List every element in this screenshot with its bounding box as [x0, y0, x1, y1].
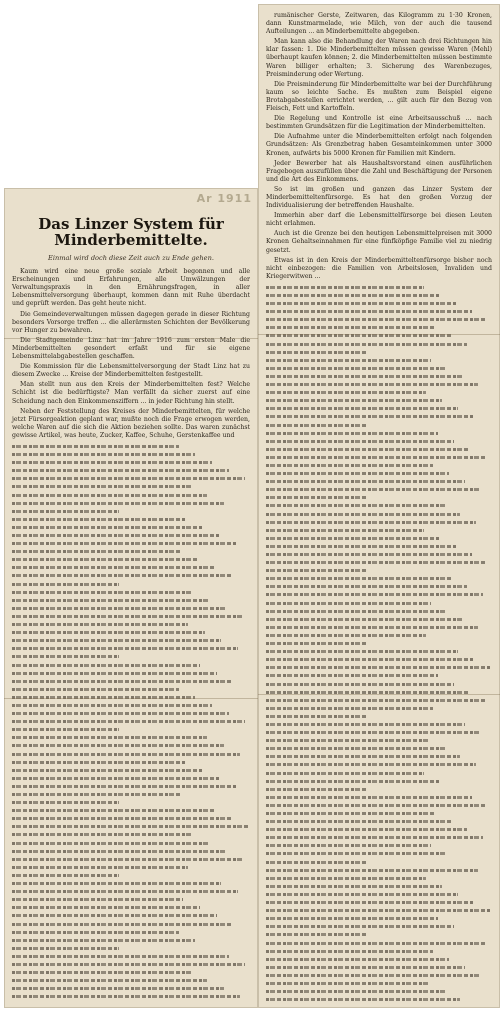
- illegible-text-line: [266, 510, 460, 518]
- article-paragraph: Man stellt nun aus den Kreis der Minderbemittelten fest? Welche Schicht ist die bedürftigste? Man verfällt da sicher zuerst auf eine Scheidung nach den Einkommensziffern ... in jeder Richtung hin stellt.: [12, 381, 250, 405]
- illegible-text-line: [266, 493, 368, 501]
- illegible-text-line: [266, 777, 440, 785]
- illegible-text-line: [266, 574, 451, 582]
- illegible-text-line: [266, 631, 426, 639]
- illegible-text-line: [266, 445, 469, 453]
- illegible-text-line: [266, 736, 429, 744]
- illegible-text-line: [12, 984, 224, 992]
- illegible-text-line: [266, 582, 467, 590]
- illegible-text-line: [266, 615, 463, 623]
- illegible-text-line: [12, 458, 212, 466]
- illegible-text-line: [266, 477, 465, 485]
- illegible-text-line: [266, 809, 436, 817]
- illegible-text-line: [266, 793, 472, 801]
- article-paragraph: Etwas ist in den Kreis der Minderbemitteltenfürsorge bisher noch nicht einbezogen: die Familien von Arbeitslosen, Invaliden und Kriegerwitwen ...: [266, 256, 492, 280]
- article-paragraph: rumänischer Gerste, Zeitwaren, das Kilogramm zu 1·30 Kronen, dann Kunstmarmelade, wie Milch, von der auch die tausend Aufteilungen ... an Minderbemittelte abgegeben.: [266, 12, 492, 36]
- illegible-text-line: [266, 704, 433, 712]
- illegible-text-line: [12, 491, 207, 499]
- illegible-text-line: [266, 404, 458, 412]
- illegible-text-line: [12, 515, 186, 523]
- illegible-text-line: [266, 340, 467, 348]
- illegible-text-line: [266, 833, 483, 841]
- illegible-text-line: [12, 952, 229, 960]
- illegible-text-line: [12, 920, 233, 928]
- illegible-text-line: [266, 380, 478, 388]
- illegible-text-line: [266, 299, 456, 307]
- fold-line: [4, 698, 258, 699]
- illegible-text-line: [12, 830, 193, 838]
- article-paragraph: Die Stadtgemeinde Linz hat im Jahre 1916 zum ersten Male die Minderbemittelten gesondert erfaßt und für sie eigene Lebensmittelabgabestellen geschaffen.: [12, 336, 250, 361]
- illegible-text-line: [12, 628, 205, 636]
- illegible-text-line: [266, 955, 449, 963]
- illegible-text-line: [12, 669, 217, 677]
- illegible-text-line: [12, 887, 238, 895]
- illegible-text-line: [12, 701, 212, 709]
- right-text-column: [258, 4, 500, 1008]
- left-text-column: [4, 188, 258, 1008]
- illegible-text-line: [12, 992, 240, 1000]
- article-paragraph: Die Kommission für die Lebensmittelversorgung der Stadt Linz hat zu diesem Zwecke ... Kreise der Minderbemittelten festgestellt.: [12, 363, 250, 379]
- illegible-text-line: [266, 825, 467, 833]
- illegible-text-line: [12, 693, 195, 701]
- illegible-text-line: [266, 647, 458, 655]
- illegible-text-line: [266, 971, 481, 979]
- illegible-text-line: [266, 388, 426, 396]
- illegible-text-line: [12, 604, 226, 612]
- illegible-text-line: [12, 539, 236, 547]
- illegible-text-line: [266, 858, 368, 866]
- newspaper-clipping-right: [258, 4, 500, 1008]
- left-column-text: [12, 268, 250, 1000]
- illegible-text-line: [12, 442, 179, 450]
- illegible-text-line: [12, 879, 221, 887]
- illegible-text-line: [266, 696, 485, 704]
- illegible-text-line: [12, 555, 198, 563]
- illegible-text-line: [12, 766, 202, 774]
- illegible-text-line: [12, 839, 210, 847]
- illegible-text-line: [266, 712, 368, 720]
- illegible-text-line: [12, 450, 195, 458]
- illegible-text-line: [266, 566, 368, 574]
- article-paragraph: Immerhin aber darf die Lebensmittelfürsorge bei diesen Leuten nicht erlahmen.: [266, 212, 492, 228]
- illegible-text-line: [12, 636, 221, 644]
- illegible-text-line: [266, 348, 368, 356]
- illegible-text-line: [12, 976, 207, 984]
- illegible-text-line: [12, 928, 179, 936]
- illegible-text-line: [12, 580, 119, 588]
- illegible-text-line: [12, 466, 229, 474]
- illegible-text-line: [12, 960, 245, 968]
- illegible-text-line: [266, 485, 481, 493]
- illegible-text-line: [12, 725, 119, 733]
- illegible-text-line: [266, 890, 458, 898]
- illegible-text-line: [12, 661, 200, 669]
- illegible-text-line: [266, 364, 447, 372]
- illegible-text-line: [266, 963, 465, 971]
- illegible-text-line: [266, 315, 487, 323]
- illegible-text-line: [266, 720, 465, 728]
- illegible-text-line: [266, 752, 460, 760]
- article-paragraph: Man kann also die Behandlung der Waren nach drei Richtungen hin klar fassen: 1. Die Minderbemittelten müssen gewisse Waren (Mehl) überhaupt kaufen können; 2. die Minderbemittelten müssen bestimmte Waren billiger erhalten; 3. Sicherung des Warenbezuges, Preisminderung oder Wertung.: [266, 38, 492, 78]
- illegible-text-line: [266, 947, 433, 955]
- illegible-text-line: [12, 741, 224, 749]
- illegible-text-line: [12, 798, 119, 806]
- illegible-text-line: [266, 291, 440, 299]
- illegible-text-line: [266, 639, 368, 647]
- illegible-text-line: [266, 429, 438, 437]
- illegible-text-line: [266, 987, 445, 995]
- illegible-text-line: [12, 685, 179, 693]
- illegible-text-line: [266, 372, 463, 380]
- illegible-text-line: [266, 356, 431, 364]
- illegible-text-line: [266, 760, 476, 768]
- article-paragraph: Die Aufnahme unter die Minderbemittelten erfolgt nach folgenden Grundsätzen: Als Grenzbetrag haben Gesamteinkommen unter 3000 Kronen, aufwärts bis 5000 Kronen für Familien mit Kindern.: [266, 133, 492, 157]
- illegible-text-line: [12, 863, 188, 871]
- illegible-text-line: [12, 547, 181, 555]
- article-paragraph: So ist im großen und ganzen das Linzer System der Minderbemitteltenfürsorge. Es hat den großen Vorzug der Individualisierung der betreffenden Haushalte.: [266, 185, 492, 210]
- illegible-text-line: [12, 855, 243, 863]
- illegible-text-line: [266, 590, 483, 598]
- illegible-text-line: [266, 882, 442, 890]
- illegible-text-line: [266, 979, 429, 987]
- illegible-text-line: [266, 437, 454, 445]
- illegible-text-line: [266, 421, 368, 429]
- fold-line: [258, 334, 500, 335]
- illegible-text-line: [266, 461, 433, 469]
- illegible-text-line: [12, 709, 229, 717]
- illegible-text-line: [266, 323, 436, 331]
- illegible-text-line: [12, 774, 219, 782]
- article-paragraph: Kaum wird eine neue große soziale Arbeit begonnen und alle Erscheinungen und Erfahrungen, alle Umwälzungen der Verwaltungspraxis in den Ernährungsfragen, in aller Lebensmittelversorgung überhaupt, kommen dann mit Ruhe überdacht und geprüft werden. Das geht heute nicht.: [12, 268, 250, 308]
- illegible-text-line: [12, 612, 243, 620]
- illegible-text-line: [12, 782, 236, 790]
- illegible-text-line: [266, 550, 472, 558]
- illegible-text-line: [12, 620, 188, 628]
- article-paragraph: Die Gemeindeverwaltungen müssen dagegen gerade in dieser Richtung besonders Vorsorge treffen ... die allerärmsten Schichten der Bevölkerung vor Hunger zu bewahren.: [12, 310, 250, 334]
- illegible-text-line: [12, 531, 219, 539]
- illegible-text-line: [266, 785, 368, 793]
- illegible-text-line: [12, 758, 186, 766]
- illegible-text-line: [12, 750, 240, 758]
- illegible-text-line: [12, 482, 191, 490]
- illegible-text-line: [266, 874, 426, 882]
- illegible-text-line: [266, 769, 424, 777]
- illegible-text-line: [12, 677, 233, 685]
- illegible-text-line: [12, 806, 214, 814]
- illegible-text-line: [12, 571, 231, 579]
- illegible-text-line: [266, 866, 478, 874]
- illegible-text-line: [266, 744, 445, 752]
- illegible-text-line: [12, 871, 119, 879]
- illegible-text-line: [266, 906, 490, 914]
- illegible-text-line: [12, 790, 181, 798]
- illegible-text-line: [266, 995, 460, 1003]
- illegible-text-line: [12, 895, 183, 903]
- illegible-text-line: [266, 817, 451, 825]
- illegible-text-line: [12, 588, 193, 596]
- illegible-text-line: [12, 499, 224, 507]
- illegible-text-line: [266, 922, 454, 930]
- illegible-text-line: [266, 663, 490, 671]
- illegible-text-line: [12, 474, 245, 482]
- article-paragraph: Jeder Bewerber hat als Haushaltsvorstand einen ausführlichen Fragebogen auszufüllen über die Zahl und Beschäftigung der Personen und die Art des Einkommens.: [266, 159, 492, 183]
- illegible-text-line: [12, 717, 245, 725]
- illegible-text-line: [12, 596, 210, 604]
- illegible-text-line: [12, 733, 207, 741]
- illegible-text-line: [266, 526, 424, 534]
- illegible-text-line: [12, 936, 195, 944]
- article-paragraph: Neben der Feststellung des Kreises der Minderbemittelten, für welche jetzt Fürsorgeaktion geplant war, mußte noch die Frage erwogen werden, welche Waren auf die sich die Aktion beziehen sollte. Das waren zunächst gewisse Artikel, was heute, Zucker, Kaffee, Schuhe, Gerstenkaffee und: [12, 407, 250, 439]
- illegible-text-line: [266, 283, 424, 291]
- illegible-text-line: [12, 847, 226, 855]
- illegible-text-line: [12, 644, 238, 652]
- illegible-text-line: [266, 558, 487, 566]
- article-subhead: Einmal wird doch diese Zeit auch zu Ende gehen.: [48, 254, 214, 262]
- illegible-text-line: [266, 655, 474, 663]
- illegible-text-line: [266, 914, 438, 922]
- right-column-text: [266, 12, 492, 1003]
- illegible-text-line: [266, 607, 447, 615]
- illegible-text-line: [12, 911, 217, 919]
- illegible-text-line: [266, 534, 440, 542]
- illegible-text-line: [12, 523, 202, 531]
- illegible-text-line: [266, 930, 368, 938]
- illegible-text-line: [12, 968, 191, 976]
- illegible-text-line: [266, 671, 438, 679]
- illegible-text-line: [266, 469, 449, 477]
- illegible-text-line: [12, 563, 214, 571]
- illegible-text-line: [266, 623, 478, 631]
- illegible-text-line: [266, 728, 481, 736]
- article-paragraph: Die Regelung und Kontrolle ist eine Arbeitsausschuß ... nach bestimmten Grundsätzen für die Legitimation der Minderbemittelten.: [266, 115, 492, 131]
- illegible-text-line: [266, 412, 474, 420]
- illegible-text-line: [12, 507, 119, 515]
- illegible-text-line: [266, 898, 474, 906]
- illegible-text-line: [266, 849, 447, 857]
- illegible-text-line: [266, 542, 456, 550]
- illegible-text-line: [266, 331, 451, 339]
- article-headline: Das Linzer System für Minderbemittelte.: [38, 215, 224, 249]
- illegible-text-line: [12, 903, 200, 911]
- illegible-text-line: [266, 453, 485, 461]
- illegible-text-line: [266, 680, 454, 688]
- illegible-text-line: [266, 518, 476, 526]
- illegible-text-line: [12, 822, 248, 830]
- illegible-text-line: [12, 652, 119, 660]
- fold-line: [258, 694, 500, 695]
- illegible-text-line: [266, 501, 445, 509]
- fold-line: [4, 338, 258, 339]
- illegible-text-line: [266, 939, 485, 947]
- illegible-text-line: [266, 396, 442, 404]
- illegible-text-line: [266, 801, 487, 809]
- illegible-text-line: [12, 814, 231, 822]
- illegible-text-line: [266, 841, 431, 849]
- article-paragraph: Die Preisminderung für Minderbemittelte war bei der Durchführung kaum so leichte Sache. Es mußten zum Beispiel eigene Brotabgabestellen errichtet werden, ... gilt auch für den Bezug von Fleisch, Fett und Kartoffeln.: [266, 80, 492, 113]
- illegible-text-line: [266, 307, 472, 315]
- archive-stamp: Ar 1911: [196, 192, 252, 205]
- illegible-text-line: [12, 944, 119, 952]
- newspaper-clipping-left: [4, 188, 258, 1008]
- illegible-text-line: [266, 599, 431, 607]
- article-paragraph: Auch ist die Grenze bei den heutigen Lebensmittelpreisen mit 3000 Kronen Gehaltseinnahmen für eine fünfköpfige Familie viel zu niedrig gesetzt.: [266, 230, 492, 254]
